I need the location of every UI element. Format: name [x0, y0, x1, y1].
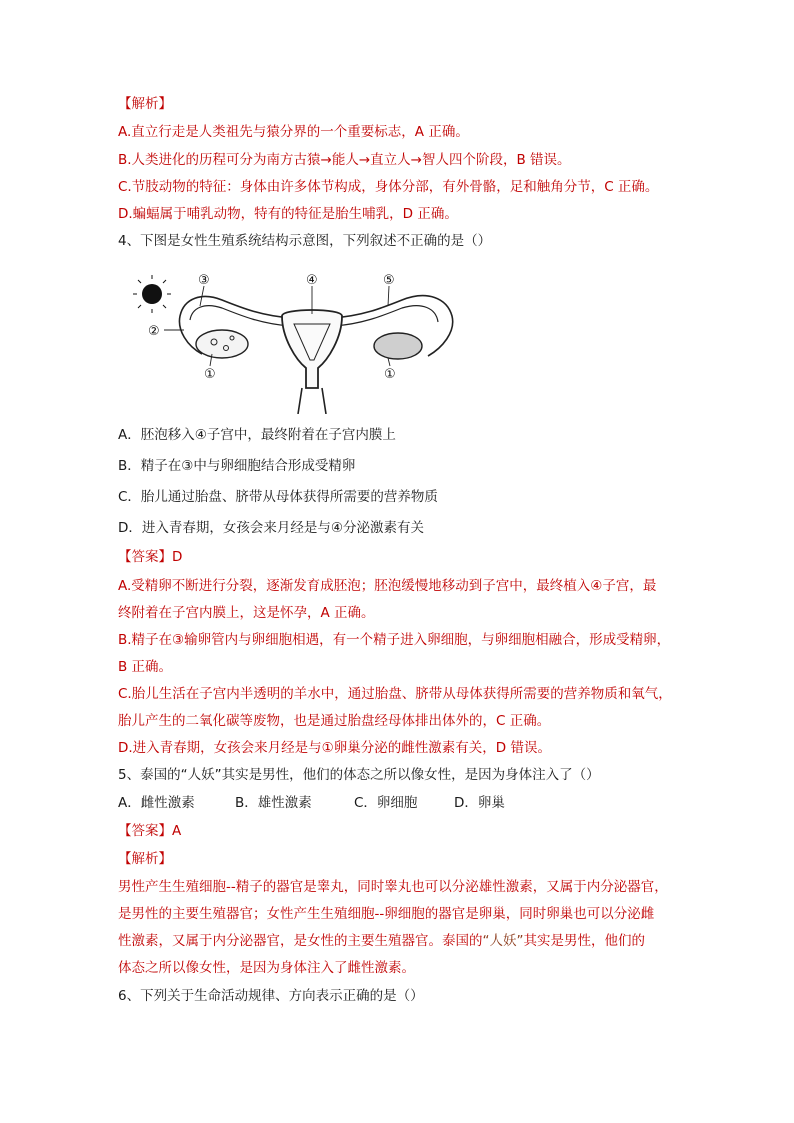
q4-analysis-line: 胎儿产生的二氧化碳等废物，也是通过胎盘经母体排出体外的，C 正确。 [118, 713, 551, 729]
q4-option-c: C．胎儿通过胎盘、脐带从母体获得所需要的营养物质 [118, 489, 438, 505]
ovum-icon [133, 275, 171, 313]
q5-analysis-line: 男性产生生殖细胞--精子的器官是睾丸，同时睾丸也可以分泌雄性激素，又属于内分泌器官， [118, 879, 668, 895]
q5-analysis-line: 体态之所以像女性，是因为身体注入了雌性激素。 [118, 960, 415, 976]
q5-option-c: C．卵细胞 [354, 795, 418, 811]
diagram-label-5: ⑤ [383, 273, 395, 288]
left-ovary [196, 330, 248, 358]
q4-analysis-line: B 正确。 [118, 659, 173, 675]
q3-analysis-line: C.节肢动物的特征：身体由许多体节构成，身体分部，有外骨骼，足和触角分节，C 正确。 [118, 179, 659, 195]
vagina [298, 388, 326, 414]
q3-analysis-line: B.人类进化的历程可分为南方古猿→能人→直立人→智人四个阶段，B 错误。 [118, 152, 571, 168]
q5-option-d: D．卵巢 [454, 795, 505, 811]
q4-option-d: D．进入青春期，女孩会来月经是与④分泌激素有关 [118, 520, 424, 536]
q4-option-b: B．精子在③中与卵细胞结合形成受精卵 [118, 458, 356, 474]
q5-answer: 【答案】A [118, 823, 182, 839]
right-ovary [374, 333, 422, 359]
q4-answer: 【答案】D [118, 549, 183, 565]
q5-stem: 5、泰国的“人妖”其实是男性，他们的体态之所以像女性，是因为身体注入了（） [118, 767, 600, 783]
q4-analysis-line: 终附着在子宫内膜上，这是怀孕，A 正确。 [118, 605, 375, 621]
diagram-label-3: ③ [198, 273, 210, 288]
uterus [282, 310, 342, 388]
diagram-label-2: ② [148, 324, 160, 339]
q5-option-b: B．雄性激素 [235, 795, 312, 811]
q5-option-a: A．雌性激素 [118, 795, 195, 811]
q4-analysis-line: A.受精卵不断进行分裂，逐渐发育成胚泡；胚泡缓慢地移动到子宫中，最终植入④子宫，最 [118, 578, 657, 594]
q4-analysis-line: B.精子在③输卵管内与卵细胞相遇，有一个精子进入卵细胞，与卵细胞相融合，形成受精卵， [118, 632, 671, 648]
q3-analysis-line: A.直立行走是人类祖先与猿分界的一个重要标志，A 正确。 [118, 124, 469, 140]
q4-stem: 4、下图是女性生殖系统结构示意图，下列叙述不正确的是（） [118, 233, 492, 249]
q5-analysis-line: 性激素，又属于内分泌器官，是女性的主要生殖器官。泰国的“人妖”其实是男性，他们的 [118, 933, 645, 949]
q3-analysis-line: D.蝙蝠属于哺乳动物，特有的特征是胎生哺乳，D 正确。 [118, 206, 458, 222]
q5-analysis-label: 【解析】 [118, 851, 172, 867]
highlight-term: “人妖” [482, 933, 524, 949]
diagram-label-4: ④ [306, 273, 318, 288]
diagram-label-1-right: ① [384, 367, 396, 382]
q6-stem: 6、下列关于生命活动规律、方向表示正确的是（） [118, 988, 424, 1004]
q4-option-a: A．胚泡移入④子宫中，最终附着在子宫内膜上 [118, 427, 396, 443]
q3-analysis-label: 【解析】 [118, 96, 172, 112]
q4-analysis-line: C.胎儿生活在子宫内半透明的羊水中，通过胎盘、脐带从母体获得所需要的营养物质和氧气， [118, 686, 672, 702]
q5-analysis-line: 是男性的主要生殖器官；女性产生生殖细胞--卵细胞的器官是卵巢，同时卵巢也可以分泌雌 [118, 906, 655, 922]
diagram-label-1-left: ① [204, 367, 216, 382]
q4-analysis-line: D.进入青春期，女孩会来月经是与①卵巢分泌的雌性激素有关，D 错误。 [118, 740, 551, 756]
female-reproductive-system-diagram [132, 268, 467, 414]
